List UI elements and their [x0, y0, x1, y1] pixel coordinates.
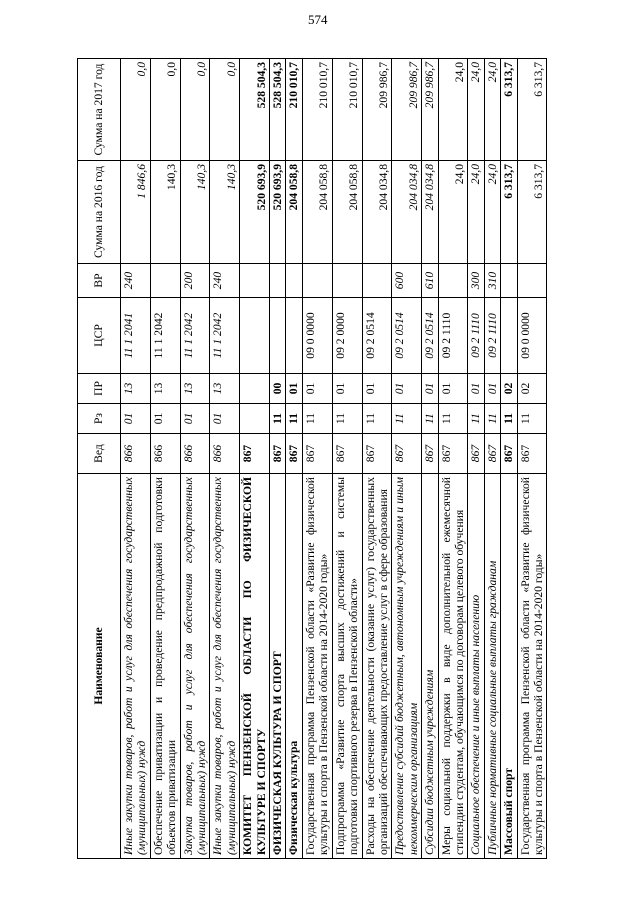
- cell-sum-2016: 204 058,8: [286, 161, 302, 264]
- cell-vr: [332, 264, 362, 298]
- cell-vr: 240: [121, 264, 151, 298]
- cell-ved: 867: [392, 434, 422, 474]
- table-row: [150, 59, 180, 859]
- cell-ved: 866: [210, 434, 240, 474]
- cell-pr: 01: [286, 374, 302, 404]
- cell-name: Иные закупки товаров, работ и услуг для обеспечения государственных (муниципальных) нужд: [121, 474, 151, 859]
- cell-vr: [438, 264, 468, 298]
- cell-csr: 09 2 0514: [422, 298, 438, 374]
- cell-name: ФИЗИЧЕСКАЯ КУЛЬТУРА И СПОРТ: [270, 474, 286, 859]
- cell-csr: [286, 298, 302, 374]
- cell-ved: 867: [270, 434, 286, 474]
- cell-name: Подпрограмма «Развитие спорта высших достижений и системы подготовки спортивного резерва в Пензенской области»: [332, 474, 362, 859]
- table-row: [286, 59, 302, 859]
- cell-ved: 867: [286, 434, 302, 474]
- cell-csr: 11 1 2042: [210, 298, 240, 374]
- cell-pr: 00: [270, 374, 286, 404]
- cell-sum-2016: 204 058,8: [302, 161, 332, 264]
- table-header-row: [78, 59, 121, 859]
- cell-vr: [240, 264, 270, 298]
- cell-sum-2016: 140,3: [210, 161, 240, 264]
- cell-rz: 01: [150, 404, 180, 434]
- cell-csr: 11 1 2041: [121, 298, 151, 374]
- budget-table: [77, 58, 547, 859]
- cell-vr: [501, 264, 517, 298]
- cell-pr: 13: [150, 374, 180, 404]
- cell-rz: 01: [121, 404, 151, 434]
- cell-ved: 867: [422, 434, 438, 474]
- cell-rz: 11: [302, 404, 332, 434]
- page-number: 574: [308, 12, 328, 27]
- cell-csr: 09 2 0000: [332, 298, 362, 374]
- cell-rz: 11: [270, 404, 286, 434]
- cell-pr: 02: [517, 374, 547, 404]
- cell-sum-2017: 0,0: [121, 59, 151, 161]
- cell-csr: [270, 298, 286, 374]
- header-sum-2017: Сумма на 2017 год: [78, 59, 121, 161]
- cell-vr: [286, 264, 302, 298]
- cell-csr: 09 2 1110: [468, 298, 484, 374]
- header-pr: ПР: [78, 374, 121, 404]
- cell-rz: 11: [332, 404, 362, 434]
- header-csr: ЦСР: [78, 298, 121, 374]
- cell-sum-2016: 204 034,8: [362, 161, 392, 264]
- cell-pr: 01: [484, 374, 500, 404]
- cell-sum-2016: 204 034,8: [392, 161, 422, 264]
- cell-ved: 867: [332, 434, 362, 474]
- cell-vr: [150, 264, 180, 298]
- cell-ved: 867: [517, 434, 547, 474]
- cell-ved: 867: [501, 434, 517, 474]
- cell-vr: 240: [210, 264, 240, 298]
- cell-vr: 610: [422, 264, 438, 298]
- cell-sum-2017: 0,0: [180, 59, 210, 161]
- cell-vr: [517, 264, 547, 298]
- cell-name: Государственная программа Пензенской области «Развитие физической культуры и спорта в Пензенской области на 2014-2020 годы»: [517, 474, 547, 859]
- cell-ved: 867: [468, 434, 484, 474]
- table-row: [392, 59, 422, 859]
- table-row: [422, 59, 438, 859]
- cell-name: Иные закупки товаров, работ и услуг для обеспечения государственных (муниципальных) нужд: [210, 474, 240, 859]
- cell-csr: [240, 298, 270, 374]
- cell-name: Массовый спорт: [501, 474, 517, 859]
- table-row: [484, 59, 500, 859]
- cell-pr: 13: [210, 374, 240, 404]
- cell-sum-2017: 24,0: [484, 59, 500, 161]
- cell-sum-2016: 520 693,9: [270, 161, 286, 264]
- header-vr: ВР: [78, 264, 121, 298]
- cell-name: Предоставление субсидий бюджетным, автономным учреждениям и иным некоммерческим организациям: [392, 474, 422, 859]
- cell-sum-2016: 520 693,9: [240, 161, 270, 264]
- cell-name: Субсидии бюджетным учреждениям: [422, 474, 438, 859]
- table-row: [210, 59, 240, 859]
- cell-sum-2017: 0,0: [150, 59, 180, 161]
- cell-rz: 01: [180, 404, 210, 434]
- table-row: [302, 59, 332, 859]
- cell-ved: 866: [180, 434, 210, 474]
- table-row: [517, 59, 547, 859]
- cell-sum-2017: 210 010,7: [286, 59, 302, 161]
- cell-sum-2017: 6 313,7: [517, 59, 547, 161]
- table-row: [362, 59, 392, 859]
- cell-rz: 11: [468, 404, 484, 434]
- header-name: Наименование: [78, 474, 121, 859]
- cell-sum-2017: 528 504,3: [270, 59, 286, 161]
- cell-name: Меры социальной поддержки в виде дополнительной ежемесячной стипендии студентам, обучающимся по договорам целевого обучения: [438, 474, 468, 859]
- cell-csr: 11 1 2042: [180, 298, 210, 374]
- cell-vr: 200: [180, 264, 210, 298]
- cell-sum-2016: 140,3: [180, 161, 210, 264]
- table-row: [501, 59, 517, 859]
- cell-name: Социальное обеспечение и иные выплаты населению: [468, 474, 484, 859]
- cell-sum-2016: 6 313,7: [501, 161, 517, 264]
- cell-sum-2017: 528 504,3: [240, 59, 270, 161]
- cell-pr: 01: [392, 374, 422, 404]
- cell-name: КОМИТЕТ ПЕНЗЕНСКОЙ ОБЛАСТИ ПО ФИЗИЧЕСКОЙ КУЛЬТУРЕ И СПОРТУ: [240, 474, 270, 859]
- cell-vr: [270, 264, 286, 298]
- cell-ved: 867: [438, 434, 468, 474]
- cell-pr: 13: [180, 374, 210, 404]
- cell-pr: 01: [468, 374, 484, 404]
- cell-sum-2017: 210 010,7: [302, 59, 332, 161]
- cell-rz: 11: [484, 404, 500, 434]
- cell-pr: 02: [501, 374, 517, 404]
- cell-name: Обеспечение приватизации и проведение предпродажной подготовки объектов приватизации: [150, 474, 180, 859]
- cell-ved: 866: [150, 434, 180, 474]
- table-row: [332, 59, 362, 859]
- cell-rz: 11: [362, 404, 392, 434]
- cell-pr: 13: [121, 374, 151, 404]
- cell-rz: 11: [517, 404, 547, 434]
- cell-pr: 01: [332, 374, 362, 404]
- header-ved: Вед: [78, 434, 121, 474]
- cell-sum-2016: 204 034,8: [422, 161, 438, 264]
- cell-rz: 11: [392, 404, 422, 434]
- cell-sum-2017: 209 986,7: [422, 59, 438, 161]
- cell-csr: 09 2 1110: [438, 298, 468, 374]
- rotated-table-wrapper: [77, 59, 623, 859]
- cell-sum-2017: 6 313,7: [501, 59, 517, 161]
- cell-name: Расходы на обеспечение деятельности (оказание услуг) государственных организаций обеспечивающих предоставление услуг в сфере образования: [362, 474, 392, 859]
- cell-sum-2017: 210 010,7: [332, 59, 362, 161]
- cell-ved: 866: [121, 434, 151, 474]
- cell-vr: 300: [468, 264, 484, 298]
- header-rz: Рз: [78, 404, 121, 434]
- cell-sum-2016: 6 313,7: [517, 161, 547, 264]
- table-row: [270, 59, 286, 859]
- cell-rz: 11: [438, 404, 468, 434]
- cell-sum-2017: 209 986,7: [392, 59, 422, 161]
- cell-name: Государственная программа Пензенской области «Развитие физической культуры и спорта в Пензенской области на 2014-2020 годы»: [302, 474, 332, 859]
- cell-ved: 867: [302, 434, 332, 474]
- cell-name: Публичные нормативные социальные выплаты гражданам: [484, 474, 500, 859]
- cell-pr: 01: [362, 374, 392, 404]
- cell-sum-2017: 24,0: [438, 59, 468, 161]
- table-row: [121, 59, 151, 859]
- cell-sum-2016: 204 058,8: [332, 161, 362, 264]
- table-row: [468, 59, 484, 859]
- table-body: [121, 59, 547, 859]
- cell-vr: 600: [392, 264, 422, 298]
- cell-rz: 11: [286, 404, 302, 434]
- cell-vr: 310: [484, 264, 500, 298]
- cell-rz: 11: [501, 404, 517, 434]
- cell-csr: 11 1 2042: [150, 298, 180, 374]
- cell-csr: 09 2 0514: [362, 298, 392, 374]
- table-row: [240, 59, 270, 859]
- cell-rz: 11: [422, 404, 438, 434]
- table-row: [438, 59, 468, 859]
- cell-sum-2017: 209 986,7: [362, 59, 392, 161]
- cell-sum-2017: 0,0: [210, 59, 240, 161]
- cell-pr: [240, 374, 270, 404]
- cell-sum-2016: 1 846,6: [121, 161, 151, 264]
- cell-csr: 09 2 1110: [484, 298, 500, 374]
- cell-sum-2017: 24,0: [468, 59, 484, 161]
- header-sum-2016: Сумма на 2016 год: [78, 161, 121, 264]
- cell-pr: 01: [302, 374, 332, 404]
- cell-pr: 01: [422, 374, 438, 404]
- cell-sum-2016: 24,0: [468, 161, 484, 264]
- cell-csr: 09 2 0514: [392, 298, 422, 374]
- cell-csr: [501, 298, 517, 374]
- cell-sum-2016: 24,0: [438, 161, 468, 264]
- cell-sum-2016: 24,0: [484, 161, 500, 264]
- cell-csr: 09 0 0000: [302, 298, 332, 374]
- cell-sum-2016: 140,3: [150, 161, 180, 264]
- cell-name: Физическая культура: [286, 474, 302, 859]
- cell-csr: 09 0 0000: [517, 298, 547, 374]
- cell-vr: [362, 264, 392, 298]
- cell-name: Закупка товаров, работ и услуг для обеспечения государственных (муниципальных) нужд: [180, 474, 210, 859]
- cell-ved: 867: [240, 434, 270, 474]
- table-row: [180, 59, 210, 859]
- cell-ved: 867: [484, 434, 500, 474]
- cell-ved: 867: [362, 434, 392, 474]
- cell-vr: [302, 264, 332, 298]
- cell-pr: 01: [438, 374, 468, 404]
- cell-rz: 01: [210, 404, 240, 434]
- cell-rz: [240, 404, 270, 434]
